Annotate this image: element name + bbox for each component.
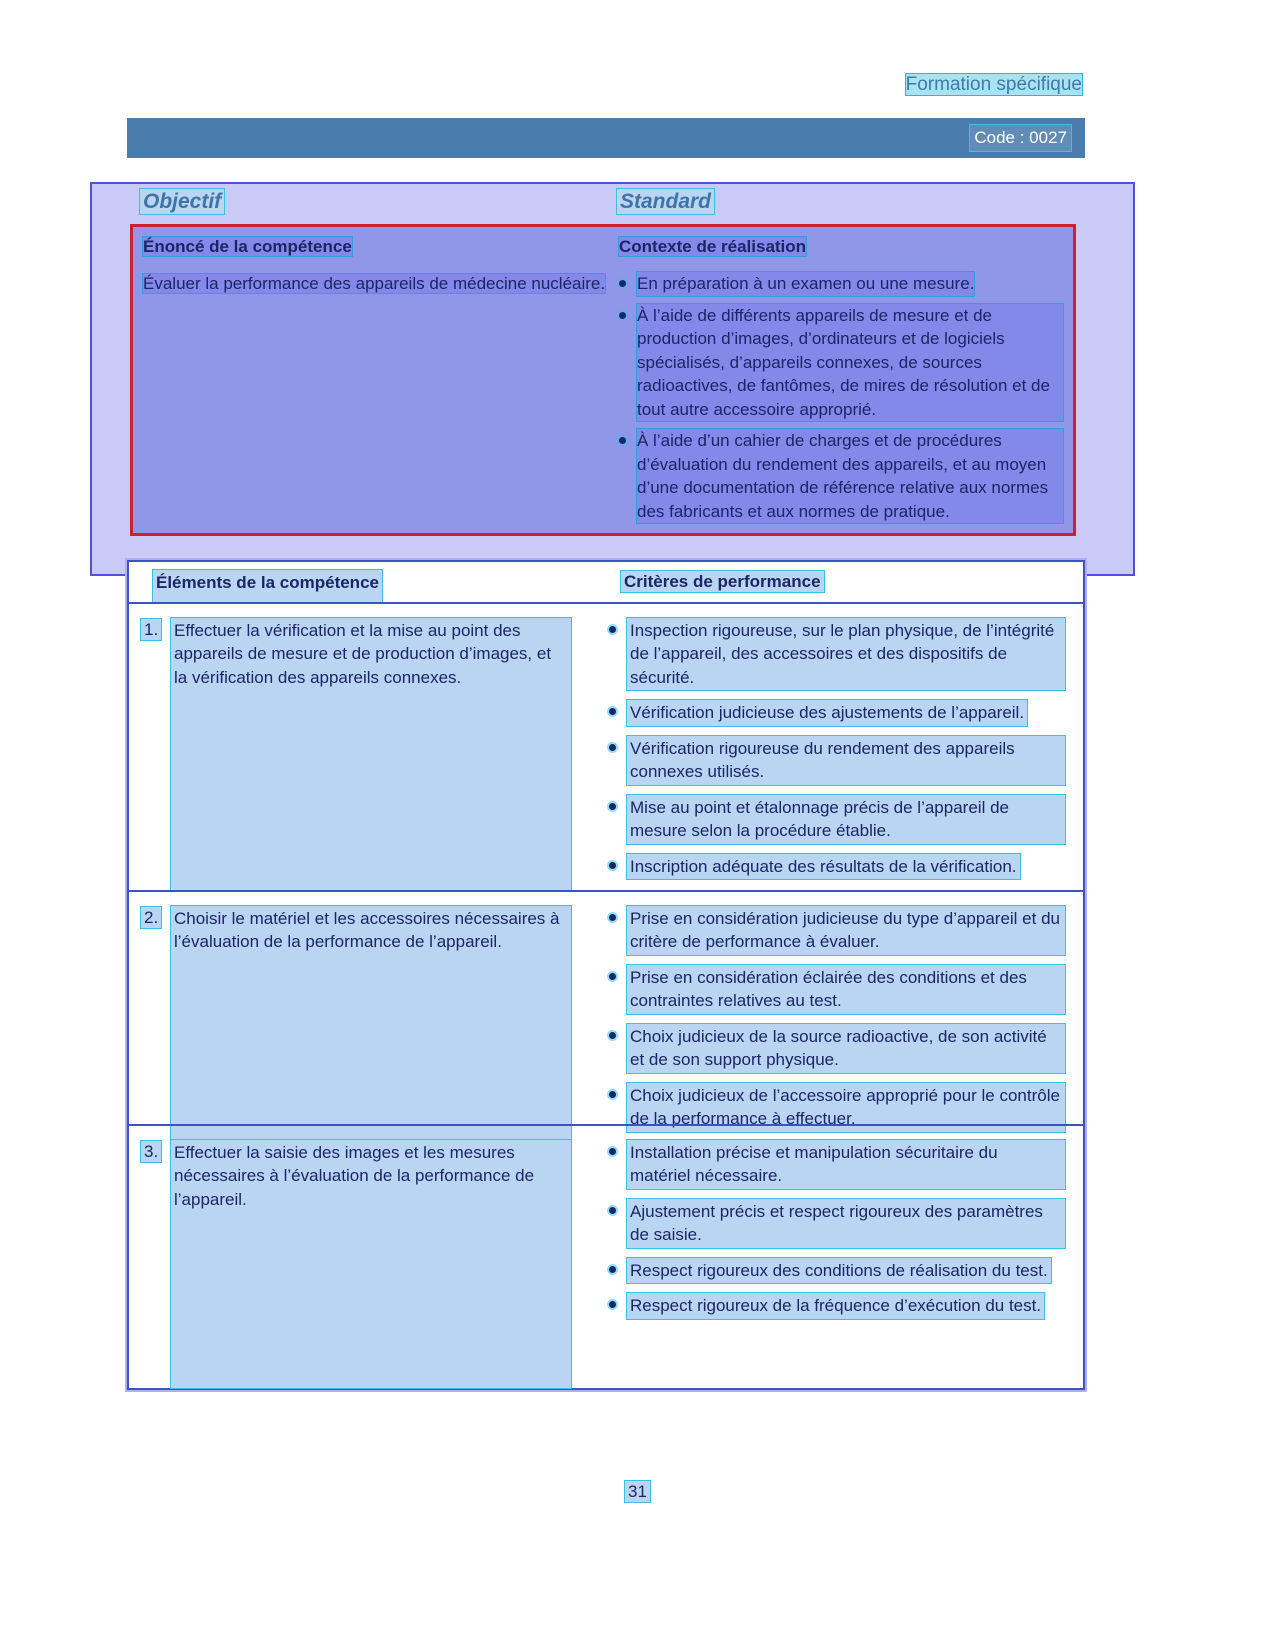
document-type-text: Formation spécifique	[905, 74, 1082, 95]
context-cell	[619, 272, 1063, 531]
elements-table-header	[129, 562, 1083, 602]
element-text: Effectuer la saisie des images et les mesures nécessaires à l’évaluation de la performance de l’appareil.	[171, 1140, 571, 1388]
competence-statement: Évaluer la performance des appareils de médecine nucléaire.	[143, 274, 606, 294]
criteria-item-text: Installation précise et manipulation sécuritaire du matériel nécessaire.	[627, 1140, 1065, 1189]
context-item	[619, 304, 1063, 421]
element-number: 1.	[141, 618, 171, 890]
bullet-icon	[619, 280, 626, 287]
element-number: 3.	[141, 1140, 171, 1388]
context-item	[619, 272, 1063, 295]
bullet-icon	[609, 708, 616, 715]
standard-heading: Standard	[617, 189, 714, 214]
criteria-item	[609, 1199, 1065, 1248]
context-item-text: En préparation à un examen ou une mesure.	[637, 272, 974, 295]
criteria-item	[609, 854, 1065, 879]
context-item-text: À l’aide d’un cahier de charges et de procédures d’évaluation du rendement des appareils, et au moyen d’une documentation de référence relative aux normes des fabricants et aux normes de pratique.	[637, 429, 1063, 523]
criteria-list	[609, 906, 1065, 1132]
bullet-icon	[609, 1266, 616, 1273]
criteria-item-text: Respect rigoureux de la fréquence d’exécution du test.	[627, 1293, 1044, 1318]
criteria-item-text: Respect rigoureux des conditions de réalisation du test.	[627, 1258, 1051, 1283]
criteria-item-text: Vérification judicieuse des ajustements de l’appareil.	[627, 700, 1027, 725]
competence-statement-cell	[143, 272, 613, 531]
criteria-item	[609, 736, 1065, 785]
bullet-icon	[619, 437, 626, 444]
elements-table	[127, 560, 1085, 1390]
bullet-icon	[609, 1148, 616, 1155]
criteria-cell	[609, 906, 1083, 1142]
criteria-item	[609, 1024, 1065, 1073]
element-cell	[129, 1140, 609, 1388]
criteria-item-text: Inscription adéquate des résultats de la vérification.	[627, 854, 1020, 879]
criteria-item	[609, 618, 1065, 690]
criteria-item	[609, 1258, 1065, 1283]
criteria-item-text: Choix judicieux de l’accessoire approprié pour le contrôle de la performance à effectuer.	[627, 1083, 1065, 1132]
criteria-item-text: Ajustement précis et respect rigoureux des paramètres de saisie.	[627, 1199, 1065, 1248]
criteria-item	[609, 965, 1065, 1014]
contexte-header: Contexte de réalisation	[619, 237, 807, 256]
criteria-cell	[609, 1140, 1083, 1388]
criteres-column-header: Critères de performance	[621, 571, 824, 592]
criteria-item-text: Inspection rigoureuse, sur le plan physique, de l’intégrité de l’appareil, des accessoires et des dispositifs de sécurité.	[627, 618, 1065, 690]
criteria-item-text: Vérification rigoureuse du rendement des appareils connexes utilisés.	[627, 736, 1065, 785]
criteria-list	[609, 1140, 1065, 1319]
element-number: 2.	[141, 906, 171, 1142]
bullet-icon	[609, 1091, 616, 1098]
contexte-header-cell	[619, 235, 1063, 258]
criteria-item-text: Choix judicieux de la source radioactive, de son activité et de son support physique.	[627, 1024, 1065, 1073]
context-item-text: À l’aide de différents appareils de mesure et de production d’images, d’ordinateurs et de logiciels spécialisés, d’appareils connexes, de sources radioactives, de fantômes, de mires de résolution et de tout autre accessoire approprié.	[637, 304, 1063, 421]
code-badge: Code : 0027	[970, 125, 1071, 150]
criteria-item-text: Mise au point et étalonnage précis de l’appareil de mesure selon la procédure établie.	[627, 795, 1065, 844]
criteria-item	[609, 700, 1065, 725]
bullet-icon	[609, 973, 616, 980]
criteria-item	[609, 795, 1065, 844]
criteria-list	[609, 618, 1065, 879]
bullet-icon	[609, 914, 616, 921]
enonce-header-cell	[143, 235, 613, 258]
bullet-icon	[609, 1207, 616, 1214]
objectif-heading: Objectif	[140, 189, 224, 214]
criteria-item	[609, 1140, 1065, 1189]
element-cell	[129, 906, 609, 1142]
criteria-item-text: Prise en considération judicieuse du type d’appareil et du critère de performance à évaluer.	[627, 906, 1065, 955]
document-type-label	[906, 72, 1082, 98]
objective-standard-section	[90, 182, 1135, 576]
competence-box	[130, 224, 1076, 536]
element-cell	[129, 618, 609, 890]
table-row	[129, 890, 1083, 1129]
element-text: Effectuer la vérification et la mise au point des appareils de mesure et de production d’images, et la vérification des appareils connexes.	[171, 618, 571, 890]
header-bar	[127, 118, 1085, 158]
bullet-icon	[609, 1032, 616, 1039]
context-list	[619, 272, 1063, 523]
table-row	[129, 1124, 1083, 1388]
bullet-icon	[609, 744, 616, 751]
criteria-item-text: Prise en considération éclairée des conditions et des contraintes relatives au test.	[627, 965, 1065, 1014]
bullet-icon	[609, 626, 616, 633]
criteria-item	[609, 906, 1065, 955]
elements-column-header: Éléments de la compétence	[153, 570, 382, 602]
criteria-item	[609, 1293, 1065, 1318]
bullet-icon	[609, 1301, 616, 1308]
bullet-icon	[609, 803, 616, 810]
section-headings	[92, 184, 1133, 217]
table-row	[129, 602, 1083, 890]
enonce-header: Énoncé de la compétence	[143, 237, 352, 256]
bullet-icon	[619, 312, 626, 319]
context-item	[619, 429, 1063, 523]
element-text: Choisir le matériel et les accessoires nécessaires à l’évaluation de la performance de l’appareil.	[171, 906, 571, 1142]
criteria-cell	[609, 618, 1083, 890]
page-number: 31	[0, 1480, 1275, 1503]
bullet-icon	[609, 862, 616, 869]
